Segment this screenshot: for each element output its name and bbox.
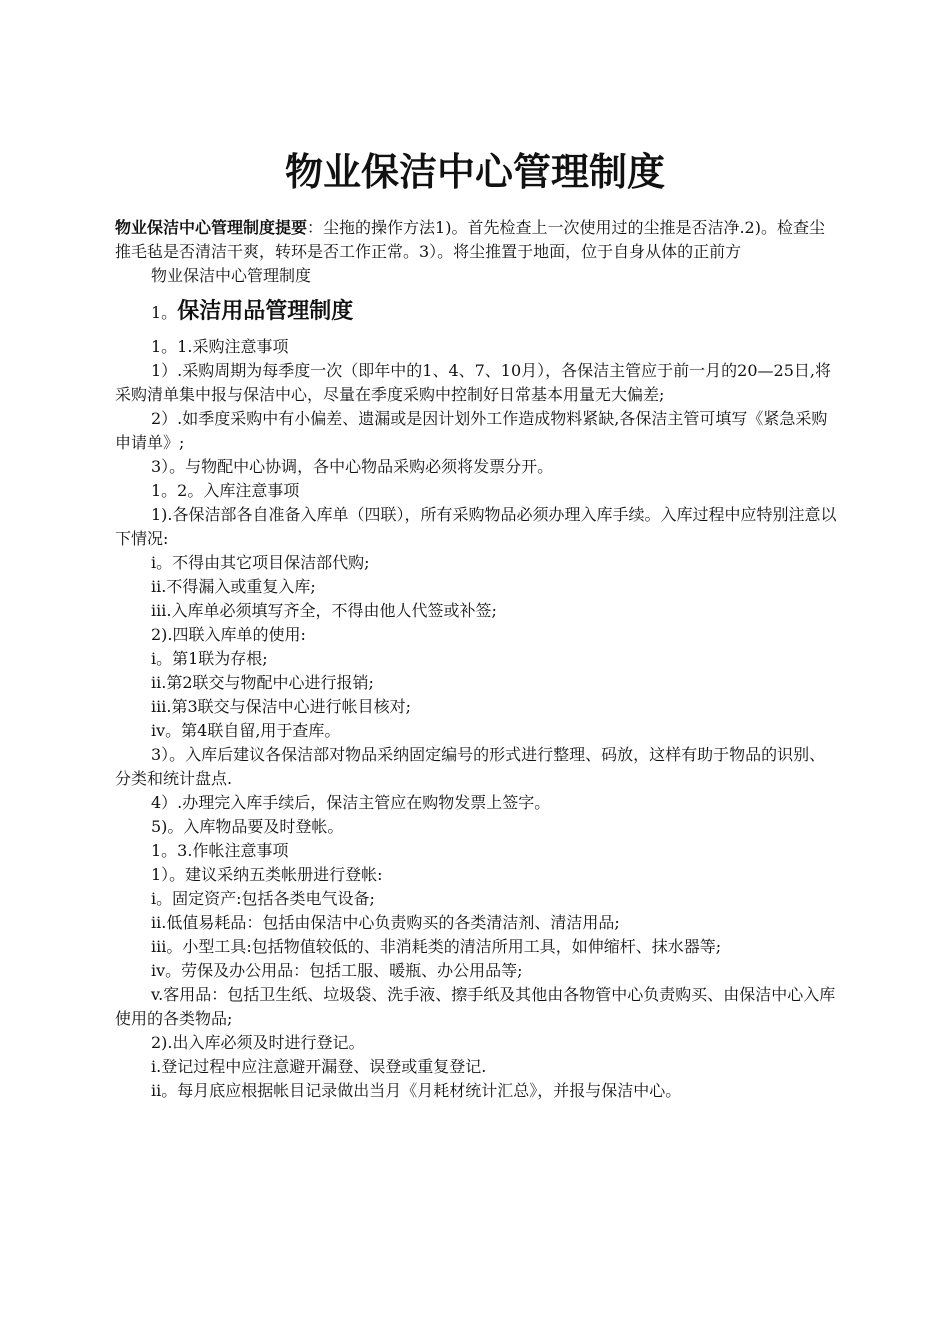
paragraph: iii.入库单必须填写齐全，不得由他人代签或补签;	[151, 601, 497, 620]
paragraph: ii.不得漏入或重复入库;	[151, 577, 316, 596]
paragraph: ii.低值易耗品：包括由保洁中心负责购买的各类清洁剂、清洁用品;	[151, 913, 620, 932]
paragraph: i.登记过程中应注意避开漏登、误登或重复登记.	[151, 1057, 487, 1076]
document-title: 物业保洁中心管理制度	[284, 150, 665, 194]
section-heading	[115, 296, 837, 329]
paragraph: 1。3.作帐注意事项	[151, 841, 289, 860]
document-subtitle: 物业保洁中心管理制度	[151, 266, 312, 285]
paragraph: 2).出入库必须及时进行登记。	[151, 1033, 365, 1052]
paragraph: 5)。入库物品要及时登帐。	[151, 817, 344, 836]
paragraph: ii。每月底应根据帐目记录做出当月《月耗材统计汇总》，并报与保洁中心。	[151, 1081, 682, 1100]
paragraph: iv。劳保及办公用品：包括工服、暖瓶、办公用品等;	[151, 961, 523, 980]
paragraph: 4）.办理完入库手续后，保洁主管应在购物发票上签字。	[151, 793, 551, 812]
abstract-label: 物业保洁中心管理制度提要	[115, 218, 308, 237]
section-heading-text: 保洁用品管理制度	[177, 299, 354, 324]
paragraph: 1。1.采购注意事项	[151, 337, 289, 356]
paragraph: i。第1联为存根;	[151, 649, 268, 668]
paragraph: 3）。与物配中心协调，各中心物品采购必须将发票分开。	[151, 457, 554, 476]
paragraph: i。固定资产:包括各类电气设备;	[151, 889, 375, 908]
paragraph: 2）.如季度采购中有小偏差、遗漏或是因计划外工作造成物料紧缺,各保洁主管可填写《紧急采购申请单》;	[115, 409, 828, 452]
paragraph: 2).四联入库单的使用:	[151, 625, 306, 644]
paragraph: iii.第3联交与保洁中心进行帐目核对;	[151, 697, 412, 716]
document-body	[115, 216, 837, 1103]
abstract-paragraph	[115, 216, 837, 264]
paragraph: 1）.采购周期为每季度一次（即年中的1、4、7、10月），各保洁主管应于前一月的20—25日,将采购清单集中报与保洁中心，尽量在季度采购中控制好日常基本用量无大偏差;	[115, 361, 831, 404]
paragraph: 1).各保洁部各自准备入库单（四联），所有采购物品必须办理入库手续。入库过程中应特别注意以下情况:	[115, 505, 837, 548]
paragraph: 3）。入库后建议各保洁部对物品采纳固定编号的形式进行整理、码放，这样有助于物品的识别、分类和统计盘点.	[115, 745, 826, 788]
paragraph: 1）。建议采纳五类帐册进行登帐:	[151, 865, 383, 884]
section-number: 1。	[151, 303, 178, 322]
paragraph: ii.第2联交与物配中心进行报销;	[151, 673, 374, 692]
paragraph: 1。2。入库注意事项	[151, 481, 300, 500]
abstract-text: ：尘拖的操作方法1)。首先检查上一次使用过的尘推是否洁净.2)。检查尘推毛毡是否清洁干爽，转环是否工作正常。3）。将尘推置于地面，位于自身从体的正前方	[115, 218, 825, 261]
paragraph: iv。第4联自留,用于查库。	[151, 721, 341, 740]
paragraph: v.客用品：包括卫生纸、垃圾袋、洗手液、擦手纸及其他由各物管中心负责购买、由保洁中心入库使用的各类物品;	[115, 985, 836, 1028]
paragraph: iii。小型工具:包括物值较低的、非消耗类的清洁所用工具，如伸缩杆、抹水器等;	[151, 937, 722, 956]
paragraph: i。不得由其它项目保洁部代购;	[151, 553, 370, 572]
